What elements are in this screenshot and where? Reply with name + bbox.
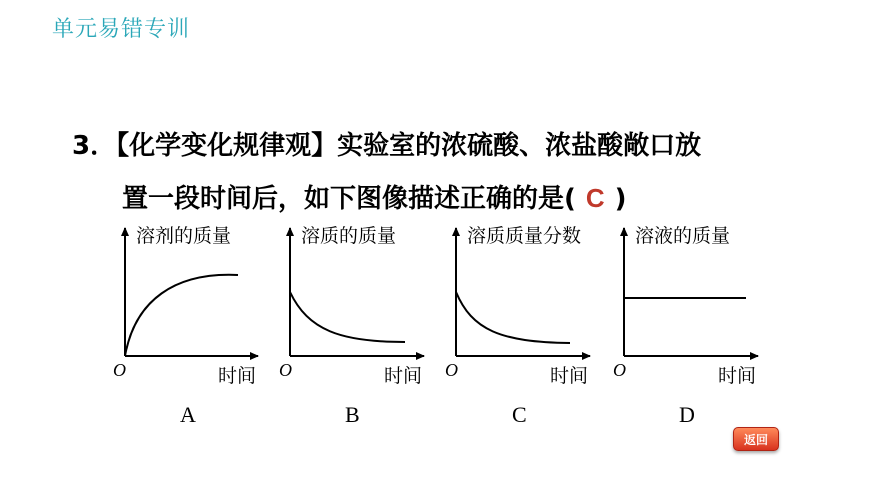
graph-b-origin: O (279, 360, 292, 380)
section-title: 单元易错专训 (52, 17, 191, 42)
graph-b-x-label: 时间 (384, 365, 423, 387)
graph-a-x-label: 时间 (218, 365, 257, 387)
graph-a (113, 225, 258, 427)
graph-d-y-label: 溶液的质量 (635, 225, 731, 247)
question-number: 3． (72, 131, 117, 161)
graph-c (445, 225, 590, 427)
graph-b-label: B (345, 402, 360, 427)
graph-d-label: D (679, 402, 695, 427)
graph-a-origin: O (113, 360, 126, 380)
graph-a-curve (125, 275, 238, 356)
graph-b-curve (290, 292, 405, 342)
question-stem-2: 置一段时间后，如下图像描述正确的是( (122, 184, 576, 214)
graph-c-y-label: 溶质质量分数 (467, 225, 582, 247)
question-stem-1: 【化学变化规律观】实验室的浓硫酸、浓盐酸敞口放 (116, 131, 702, 161)
question-paren-close: ) (614, 184, 627, 214)
answer-letter: C (585, 183, 605, 213)
graph-d-x-label: 时间 (718, 365, 757, 387)
back-button[interactable]: 返回 (733, 427, 779, 451)
graph-d (613, 225, 758, 427)
graph-c-x-label: 时间 (550, 365, 589, 387)
graph-c-curve (456, 292, 570, 343)
graph-c-origin: O (445, 360, 458, 380)
graph-b (279, 225, 424, 427)
graph-a-y-label: 溶剂的质量 (136, 225, 232, 247)
graph-d-origin: O (613, 360, 626, 380)
graph-c-label: C (512, 402, 527, 427)
graph-b-y-label: 溶质的质量 (301, 225, 397, 247)
graph-a-label: A (180, 402, 196, 427)
